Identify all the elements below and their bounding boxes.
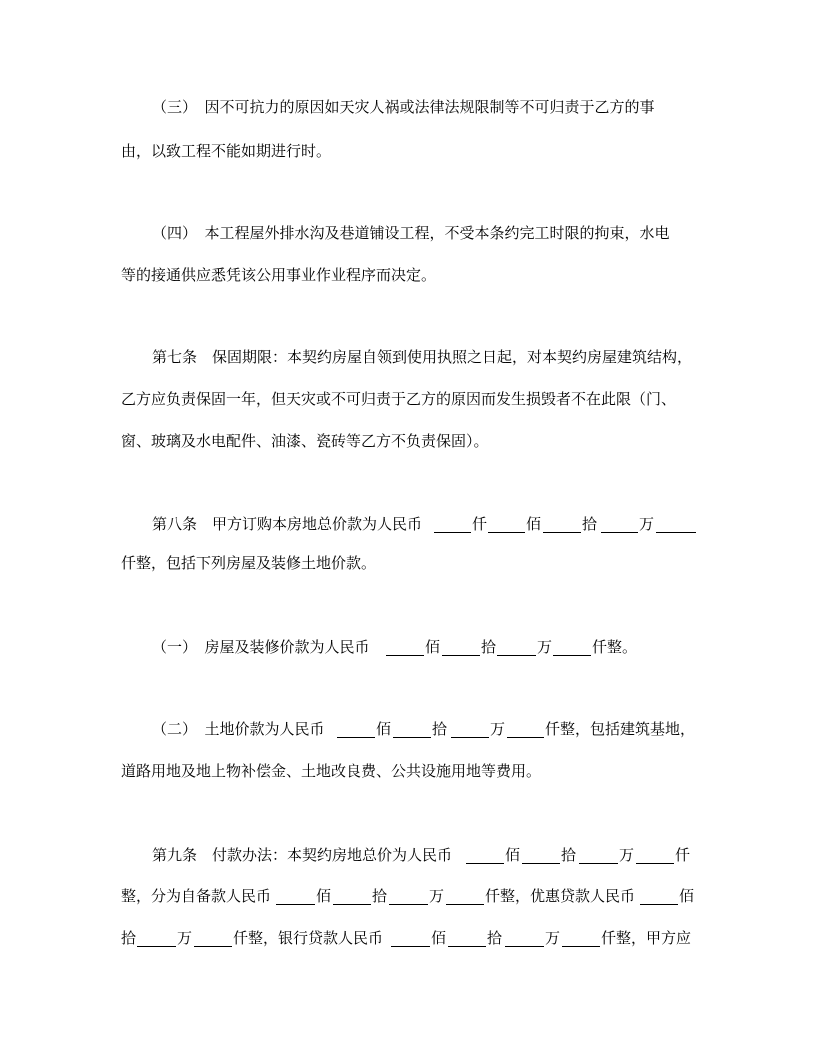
- amount-blank: [434, 532, 471, 533]
- unit-wan: 万: [619, 846, 635, 864]
- amount-blank: [442, 655, 480, 656]
- article-9-l2-mid: 仟整，优惠贷款人民币: [485, 887, 636, 905]
- unit-qian: 仟: [675, 846, 691, 864]
- sub-2-line-2: [0, 759, 816, 783]
- item-3-text-2: 由，以致工程不能如期进行时。: [121, 142, 332, 160]
- unit-bai: 佰: [505, 846, 521, 864]
- sub-2-line-1: [0, 717, 816, 741]
- unit-wan: 万: [429, 887, 445, 905]
- sub-2-prefix: （二） 土地价款为人民币: [152, 720, 325, 738]
- amount-blank: [562, 946, 600, 947]
- item-3-text-1: （三） 因不可抗力的原因如天灾人祸或法律法规限制等不可归责于乙方的事: [152, 98, 655, 116]
- amount-blank: [579, 863, 618, 864]
- amount-blank: [497, 655, 536, 656]
- amount-blank: [137, 946, 176, 947]
- unit-shi: 拾: [121, 929, 137, 947]
- unit-wan: 万: [639, 515, 655, 533]
- amount-blank: [640, 904, 678, 905]
- article-7-text-3: 窗、玻璃及水电配件、油漆、瓷砖等乙方不负责保固）。: [121, 432, 489, 450]
- amount-blank: [543, 532, 581, 533]
- article-9-l3-mid: 仟整，银行贷款人民币: [233, 929, 384, 947]
- amount-blank: [656, 532, 696, 533]
- amount-blank: [446, 904, 484, 905]
- unit-wan: 万: [537, 638, 553, 656]
- unit-shi: 拾: [487, 929, 503, 947]
- unit-qian: 仟: [472, 515, 488, 533]
- item-4-line-2: [0, 263, 816, 287]
- amount-blank: [448, 946, 486, 947]
- unit-wan: 万: [177, 929, 193, 947]
- amount-blank: [386, 655, 424, 656]
- unit-bai: 佰: [431, 929, 447, 947]
- article-7-line-3: [0, 429, 816, 453]
- amount-blank: [553, 655, 591, 656]
- item-4-text-1: （四） 本工程屋外排水沟及巷道铺设工程，不受本条约完工时限的拘束，水电: [152, 224, 670, 242]
- sub-1-prefix: （一） 房屋及装修价款为人民币: [152, 638, 370, 656]
- unit-bai: 佰: [679, 887, 695, 905]
- amount-blank: [389, 904, 428, 905]
- unit-wan: 万: [545, 929, 561, 947]
- article-9-line-3: [0, 926, 816, 950]
- article-8-line-2: [0, 551, 816, 575]
- amount-blank: [488, 532, 525, 533]
- amount-blank: [466, 863, 504, 864]
- amount-blank: [393, 737, 431, 738]
- unit-wan: 万: [490, 720, 506, 738]
- amount-blank: [522, 863, 560, 864]
- amount-blank: [601, 532, 638, 533]
- unit-bai: 佰: [425, 638, 441, 656]
- article-9-l3-end: 仟整，甲方应: [601, 929, 692, 947]
- unit-shi: 拾: [582, 515, 598, 533]
- unit-shi: 拾: [561, 846, 577, 864]
- amount-blank: [333, 904, 371, 905]
- article-7-line-1: [0, 345, 816, 369]
- sub-2-text-2: 道路用地及地上物补偿金、土地改良费、公共设施用地等费用。: [121, 762, 542, 780]
- item-3-line-2: [0, 139, 816, 163]
- article-8-line-1: [0, 512, 816, 536]
- article-7-line-2: [0, 387, 816, 411]
- unit-bai: 佰: [316, 887, 332, 905]
- unit-shi: 拾: [372, 887, 388, 905]
- item-4-line-1: [0, 221, 816, 245]
- article-9-prefix: 第九条 付款办法：本契约房地总价为人民币: [152, 846, 453, 864]
- sub-1-suffix: 仟整。: [592, 638, 638, 656]
- amount-blank: [276, 904, 315, 905]
- unit-bai: 佰: [376, 720, 392, 738]
- article-9-line-1: [0, 843, 816, 867]
- article-8-prefix: 第八条 甲方订购本房地总价款为人民币: [152, 515, 423, 533]
- amount-blank: [391, 946, 430, 947]
- amount-blank: [194, 946, 232, 947]
- article-7-text-2: 乙方应负责保固一年，但天灾或不可归责于乙方的原因而发生损毁者不在此限（门、: [121, 390, 677, 408]
- unit-shi: 拾: [432, 720, 448, 738]
- sub-2-suffix: 仟整，包括建筑基地，: [545, 720, 696, 738]
- amount-blank: [505, 946, 544, 947]
- amount-blank: [507, 737, 544, 738]
- article-9-l2-start: 整，分为自备款人民币: [121, 887, 272, 905]
- amount-blank: [337, 737, 375, 738]
- article-7-text-1: 第七条 保固期限：本契约房屋自领到使用执照之日起，对本契约房屋建筑结构，: [152, 348, 693, 366]
- unit-shi: 拾: [481, 638, 497, 656]
- article-8-text-2: 仟整，包括下列房屋及装修土地价款。: [121, 554, 377, 572]
- item-3-line-1: [0, 95, 816, 119]
- sub-1-line-1: [0, 635, 816, 659]
- unit-bai: 佰: [526, 515, 542, 533]
- amount-blank: [451, 737, 489, 738]
- item-4-text-2: 等的接通供应悉凭该公用事业作业程序而决定。: [121, 266, 437, 284]
- amount-blank: [636, 863, 674, 864]
- article-9-line-2: [0, 884, 816, 908]
